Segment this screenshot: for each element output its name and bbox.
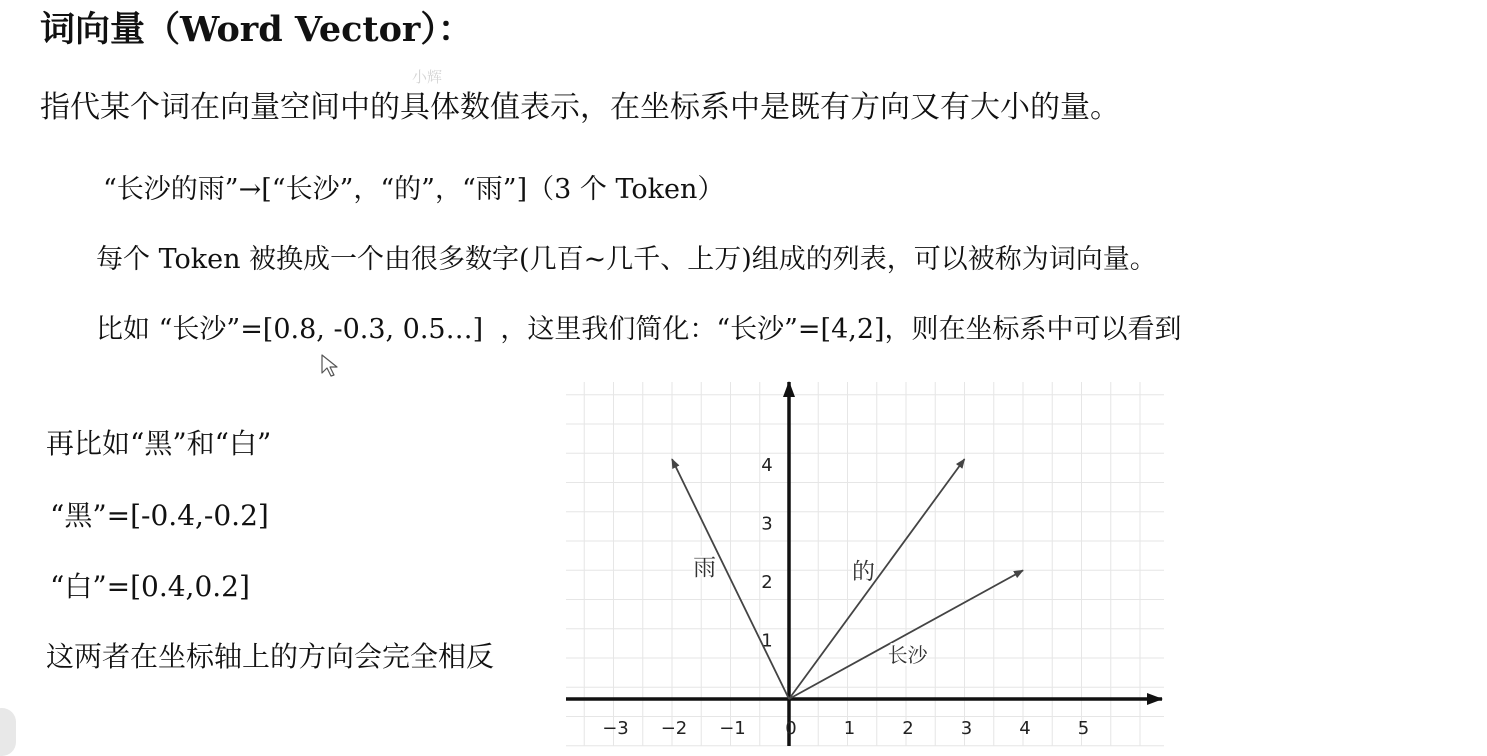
mouse-cursor-icon bbox=[320, 353, 342, 379]
white-vector: “白”=[0.4,0.2] bbox=[50, 570, 250, 603]
x-tick-label: −1 bbox=[719, 718, 746, 739]
simplified-vector-example: 比如 “长沙”=[0.8, -0.3, 0.5…] ，这里我们简化：“长沙”=[4,2]，则在坐标系中可以看到 bbox=[96, 314, 1182, 345]
scroll-handle[interactable] bbox=[0, 708, 16, 756]
x-tick-label: 0 bbox=[785, 718, 797, 739]
x-tick-label: 3 bbox=[960, 718, 973, 739]
chart-ticks bbox=[602, 455, 1089, 739]
x-tick-label: −2 bbox=[660, 718, 688, 739]
x-tick-label: 1 bbox=[843, 718, 856, 739]
vector-chart bbox=[558, 376, 1178, 748]
vector-label: 长沙 bbox=[887, 643, 928, 668]
watermark: 小辉 bbox=[412, 68, 443, 86]
vector-label: 的 bbox=[852, 559, 876, 586]
x-tick-label: −3 bbox=[602, 718, 629, 739]
y-tick-label: 2 bbox=[761, 572, 773, 593]
x-tick-label: 4 bbox=[1019, 718, 1031, 739]
black-white-intro: 再比如“黑”和“白” bbox=[46, 427, 272, 460]
token-vector-explanation: 每个 Token 被换成一个由很多数字(几百~几千、上万)组成的列表，可以被称为词向量。 bbox=[96, 244, 1157, 275]
y-tick-label: 4 bbox=[761, 455, 773, 476]
x-tick-label: 2 bbox=[902, 718, 914, 739]
x-tick-label: 5 bbox=[1077, 718, 1090, 739]
vector-label: 雨 bbox=[693, 555, 717, 582]
intro-paragraph: 指代某个词在向量空间中的具体数值表示，在坐标系中是既有方向又有大小的量。 bbox=[40, 90, 1120, 125]
tokenization-example: “长沙的雨”→[“长沙”，“的”，“雨”]（3 个 Token） bbox=[103, 174, 725, 205]
black-vector: “黑”=[-0.4,-0.2] bbox=[50, 499, 269, 532]
y-tick-label: 1 bbox=[761, 630, 773, 652]
page-title: 词向量（Word Vector）： bbox=[40, 9, 473, 50]
y-tick-label: 3 bbox=[761, 513, 773, 535]
opposite-direction-note: 这两者在坐标轴上的方向会完全相反 bbox=[46, 640, 495, 673]
